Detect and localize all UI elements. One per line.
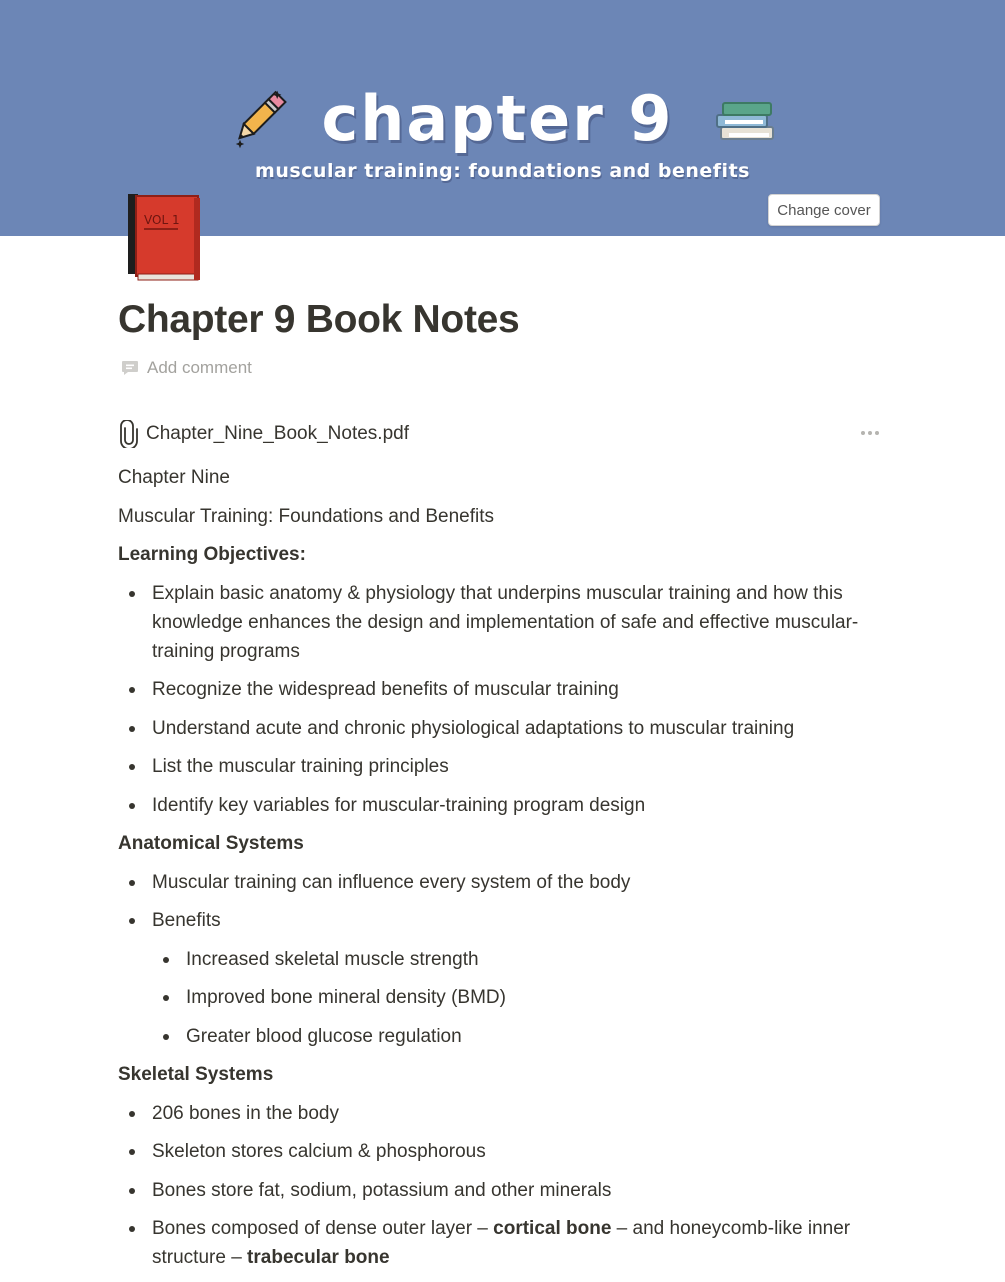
list-item: Greater blood glucose regulation (152, 1022, 893, 1051)
books-icon (715, 93, 777, 145)
benefits-label: Benefits (152, 910, 221, 931)
file-name[interactable]: Chapter_Nine_Book_Notes.pdf (146, 423, 410, 444)
learning-objectives-list (118, 579, 893, 820)
list-item: Improved bone mineral density (BMD) (152, 983, 893, 1012)
benefits-list (152, 945, 893, 1051)
list-item: List the muscular training principles (118, 752, 893, 781)
file-attachment[interactable] (118, 419, 883, 449)
list-item: Muscular training can influence every system of the body (118, 868, 893, 897)
paperclip-icon (118, 420, 140, 448)
skeletal-systems-list (118, 1099, 893, 1273)
bold-term-trabecular-bone: trabecular bone (247, 1247, 390, 1268)
list-item: Bones store fat, sodium, potassium and other minerals (118, 1176, 893, 1205)
pencil-icon (228, 87, 292, 151)
more-options-icon[interactable] (859, 425, 881, 441)
learning-objectives-heading: Learning Objectives: (118, 544, 306, 565)
chapter-label: Chapter Nine (118, 467, 230, 488)
page-content (118, 463, 893, 1282)
add-comment-button[interactable] (121, 356, 252, 380)
list-item: Explain basic anatomy & physiology that underpins muscular training and how this knowledge enhances the design and implementation of safe and effective muscular-training programs (118, 579, 893, 666)
anatomical-systems-list (118, 868, 893, 1051)
red-book-icon[interactable] (124, 190, 204, 284)
text-segment: Bones composed of dense outer layer – (152, 1218, 494, 1239)
text-segment: – and honeycomb-like inner structure – (152, 1218, 851, 1268)
list-item-bones-composed (118, 1214, 893, 1272)
skeletal-systems-heading: Skeletal Systems (118, 1064, 274, 1085)
list-item-benefits (118, 906, 893, 1051)
cover-title-text: chapter 9 (321, 82, 674, 156)
cover-title (0, 78, 1005, 155)
list-item: Skeleton stores calcium & phosphorous (118, 1137, 893, 1166)
anatomical-systems-heading: Anatomical Systems (118, 833, 304, 854)
list-item: Recognize the widespread benefits of muscular training (118, 675, 893, 704)
cover-subtitle: muscular training: foundations and benefits (255, 160, 750, 182)
list-item: 206 bones in the body (118, 1099, 893, 1128)
add-comment-label: Add comment (147, 358, 252, 377)
list-item: Understand acute and chronic physiological adaptations to muscular training (118, 714, 893, 743)
bold-term-cortical-bone: cortical bone (493, 1218, 612, 1239)
list-item: Identify key variables for muscular-training program design (118, 791, 893, 820)
page-title: Chapter 9 Book Notes (118, 298, 520, 341)
comment-icon (121, 360, 139, 376)
chapter-title: Muscular Training: Foundations and Benefits (118, 505, 494, 527)
list-item: Increased skeletal muscle strength (152, 945, 893, 974)
page-icon-text: VOL 1 (144, 213, 180, 227)
change-cover-button[interactable]: Change cover (768, 194, 880, 226)
